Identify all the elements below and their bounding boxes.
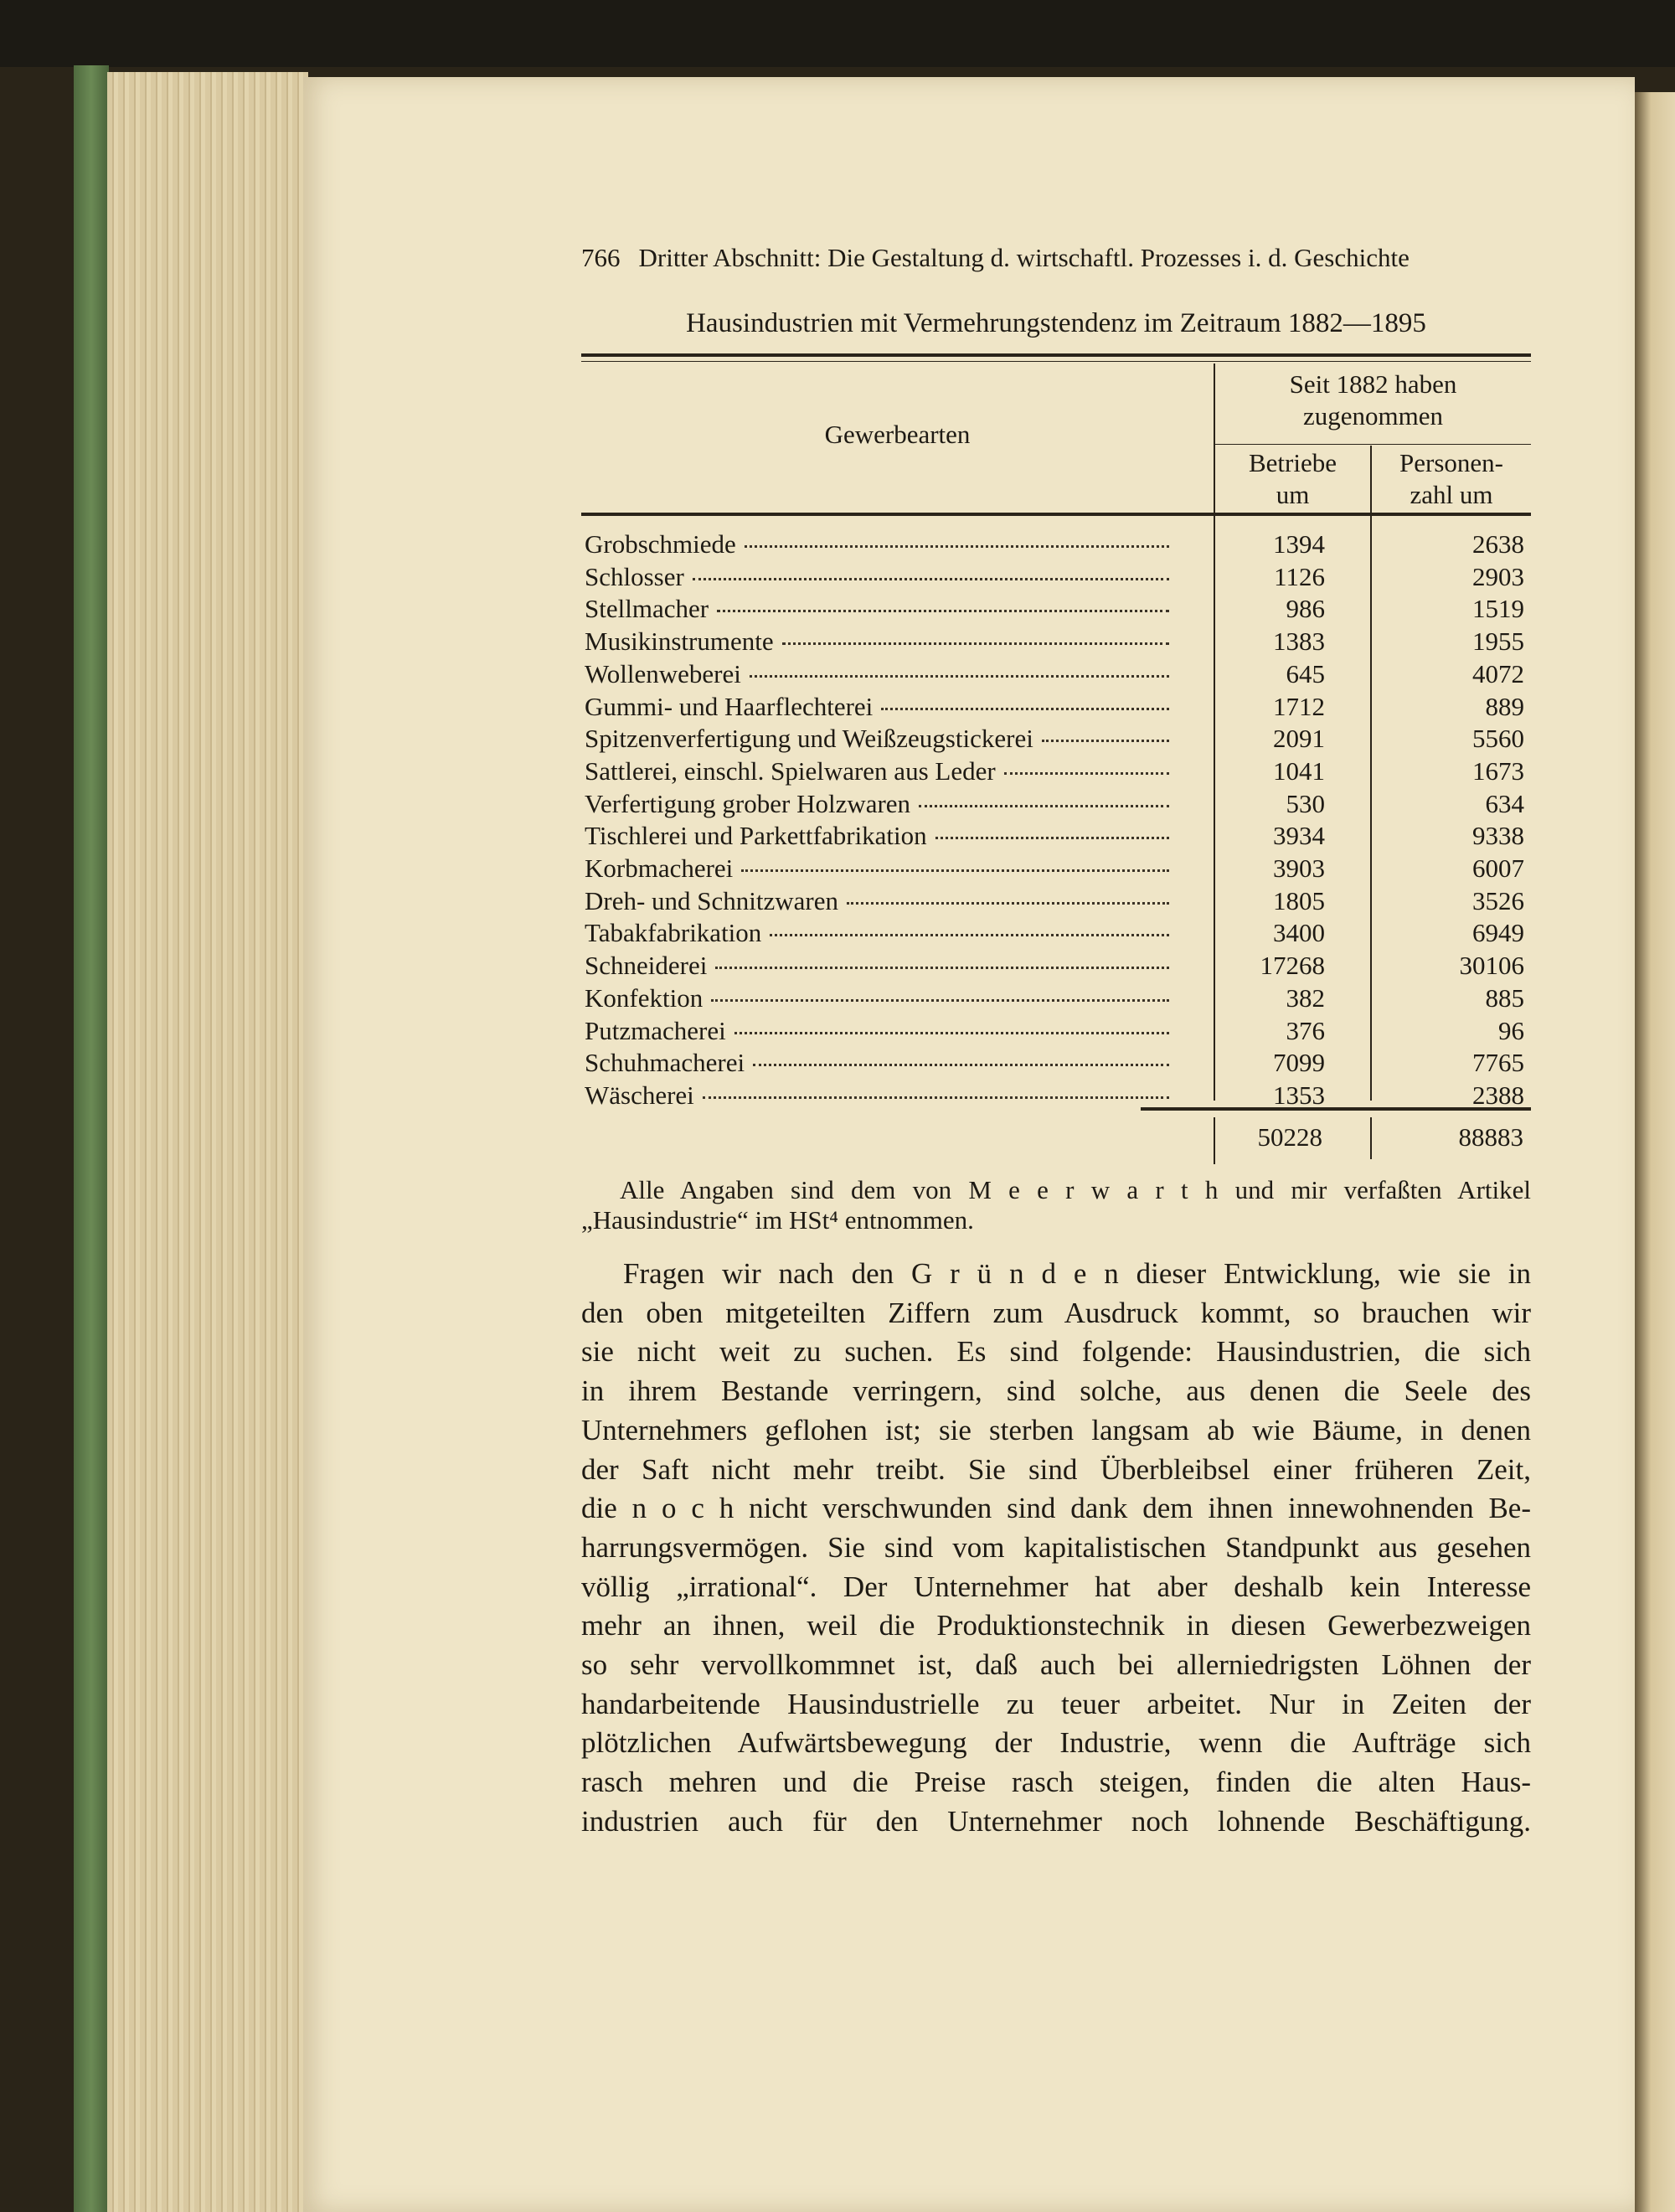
- row-name: Konfektion: [585, 982, 704, 1013]
- row-personen: 634: [1485, 788, 1524, 818]
- row-betriebe: 376: [1286, 1015, 1325, 1045]
- facing-page-edge: [1635, 92, 1675, 2212]
- row-personen: 1519: [1472, 594, 1524, 624]
- row-personen: 1673: [1472, 755, 1524, 786]
- row-name: Schneiderei: [585, 951, 708, 981]
- total-rule: [1141, 1107, 1531, 1111]
- footnote: [581, 1175, 1531, 1235]
- row-personen: 2638: [1472, 529, 1524, 559]
- table-row: [585, 853, 1528, 886]
- row-name: Stellmacher: [585, 594, 709, 624]
- body-line: rasch mehren und die Preise rasch steigen, finden die alten Haus-: [581, 1766, 1531, 1799]
- row-personen: 889: [1485, 691, 1524, 721]
- footnote-line: „Hausindustrie“ im HSt⁴ entnommen.: [581, 1205, 974, 1235]
- book-spine: [74, 65, 109, 2212]
- running-head-text: Dritter Abschnitt: Die Gestaltung d. wirtschaftl. Prozesses i. d. Geschichte: [638, 243, 1410, 272]
- row-name: Wollenweberei: [585, 658, 741, 688]
- dot-leader: [1042, 740, 1169, 742]
- row-betriebe: 1712: [1273, 691, 1325, 721]
- body-line: mehr an ihnen, weil die Produktionstechnik in diesen Gewerbezweigen: [581, 1609, 1531, 1642]
- body-line: Fragen wir nach den G r ü n d e n dieser Entwicklung, wie sie in: [623, 1257, 1531, 1290]
- dot-leader: [717, 610, 1169, 612]
- row-name: Verfertigung grober Holzwaren: [585, 788, 911, 818]
- dot-leader: [1004, 772, 1169, 775]
- dot-leader: [782, 642, 1169, 645]
- body-line: völlig „irrational“. Der Unternehmer hat aber deshalb kein Interesse: [581, 1570, 1531, 1603]
- header-subrule: [1215, 444, 1531, 445]
- row-personen: 9338: [1472, 821, 1524, 851]
- row-betriebe: 530: [1286, 788, 1325, 818]
- row-personen: 1955: [1472, 626, 1524, 657]
- row-personen: 6949: [1472, 918, 1524, 948]
- row-betriebe: 1353: [1273, 1080, 1325, 1110]
- body-line: industrien auch für den Unternehmer noch lohnende Beschäftigung.: [581, 1804, 1531, 1838]
- table-row: [585, 692, 1528, 724]
- table-row: [585, 562, 1528, 595]
- row-name: Tabakfabrikation: [585, 918, 762, 948]
- body-line: der Saft nicht mehr treibt. Sie sind Überbleibsel einer früheren Zeit,: [581, 1452, 1531, 1486]
- scan-background: [0, 0, 1675, 67]
- table-row: [585, 756, 1528, 789]
- dot-leader: [881, 708, 1169, 710]
- page-number: 766: [581, 243, 621, 272]
- total-personen: 88883: [1458, 1122, 1523, 1152]
- row-betriebe: 3934: [1273, 821, 1325, 851]
- row-betriebe: 1041: [1273, 755, 1325, 786]
- row-personen: 30106: [1459, 951, 1524, 981]
- dot-leader: [711, 999, 1169, 1002]
- dot-leader: [935, 837, 1169, 839]
- dot-leader: [753, 1064, 1169, 1066]
- table-row: [585, 789, 1528, 822]
- row-name: Schuhmacherei: [585, 1048, 745, 1078]
- row-personen: 6007: [1472, 853, 1524, 883]
- table-title: Hausindustrien mit Vermehrungstendenz im Zeitraum 1882—1895: [686, 308, 1426, 338]
- table-row: [585, 1016, 1528, 1049]
- row-personen: 4072: [1472, 658, 1524, 688]
- header-line: um: [1276, 480, 1310, 509]
- row-personen: 2903: [1472, 561, 1524, 591]
- row-personen: 96: [1498, 1015, 1524, 1045]
- dot-leader: [741, 869, 1169, 872]
- row-name: Putzmacherei: [585, 1015, 726, 1045]
- row-betriebe: 2091: [1273, 724, 1325, 754]
- row-personen: 7765: [1472, 1048, 1524, 1078]
- body-line: harrungsvermögen. Sie sind vom kapitalistischen Standpunkt aus gesehen: [581, 1530, 1531, 1564]
- row-name: Tischlerei und Parkettfabrikation: [585, 821, 927, 851]
- header-personen: [1372, 447, 1531, 511]
- body-line: den oben mitgeteilten Ziffern zum Ausdruck kommt, so brauchen wir: [581, 1296, 1531, 1329]
- body-line: die n o c h nicht verschwunden sind dank dem ihnen innewohnenden Be-: [581, 1492, 1531, 1525]
- header-group-line: zugenommen: [1302, 401, 1443, 431]
- row-betriebe: 1383: [1273, 626, 1325, 657]
- table-row: [585, 724, 1528, 756]
- header-betriebe: [1215, 447, 1370, 511]
- row-name: Musikinstrumente: [585, 626, 774, 657]
- body-line: plötzlichen Aufwärtsbewegung der Industrie, wenn die Aufträge sich: [581, 1726, 1531, 1760]
- table-row: [585, 1048, 1528, 1080]
- row-betriebe: 1126: [1274, 561, 1325, 591]
- body-line: Unternehmers geflohen ist; sie sterben langsam ab wie Bäume, in denen: [581, 1413, 1531, 1446]
- body-line: sie nicht weit zu suchen. Es sind folgende: Hausindustrien, die sich: [581, 1335, 1531, 1369]
- row-name: Gummi- und Haarflechterei: [585, 691, 874, 721]
- footnote-line: Alle Angaben sind dem von M e e r w a r t h und mir verfaßten Artikel: [620, 1175, 1531, 1204]
- dot-leader: [703, 1096, 1169, 1099]
- row-betriebe: 7099: [1273, 1048, 1325, 1078]
- row-name: Grobschmiede: [585, 529, 736, 559]
- row-name: Korbmacherei: [585, 853, 734, 883]
- dot-leader: [693, 578, 1169, 580]
- table-row: [585, 983, 1528, 1016]
- table-row: [585, 918, 1528, 951]
- row-personen: 3526: [1472, 885, 1524, 915]
- body-line: handarbeitende Hausindustrielle zu teuer arbeitet. Nur in Zeiten der: [581, 1687, 1531, 1720]
- header-line: zahl um: [1410, 480, 1493, 509]
- table-row: [585, 594, 1528, 626]
- dot-leader: [715, 967, 1169, 969]
- table-row: [585, 659, 1528, 692]
- header-gewerbearten: Gewerbearten: [824, 420, 971, 449]
- dot-leader: [734, 1032, 1169, 1034]
- row-betriebe: 986: [1286, 594, 1325, 624]
- table-top-rule: [581, 353, 1531, 362]
- row-name: Wäscherei: [585, 1080, 694, 1110]
- row-name: Dreh- und Schnitzwaren: [585, 885, 839, 915]
- dot-leader: [770, 934, 1169, 936]
- header-group: [1215, 369, 1531, 432]
- dot-leader: [750, 675, 1169, 678]
- row-personen: 5560: [1472, 724, 1524, 754]
- table-row: [585, 626, 1528, 659]
- total-row: [585, 1122, 1528, 1155]
- header-line: Personen-: [1399, 448, 1503, 477]
- row-name: Spitzenverfertigung und Weißzeugstickerei: [585, 724, 1033, 754]
- row-betriebe: 1394: [1273, 529, 1325, 559]
- body-line: in ihrem Bestande verringern, sind solche, aus denen die Seele des: [581, 1374, 1531, 1408]
- body-paragraph: [581, 1255, 1531, 1842]
- table-row: [585, 821, 1528, 853]
- table-row: [585, 951, 1528, 983]
- row-betriebe: 645: [1286, 658, 1325, 688]
- total-betriebe: 50228: [1257, 1122, 1322, 1152]
- body-line: so sehr vervollkommnet ist, daß auch bei allerniedrigsten Löhnen der: [581, 1648, 1531, 1682]
- header-bottom-rule: [581, 513, 1531, 518]
- running-head: [581, 243, 1531, 273]
- row-name: Schlosser: [585, 561, 684, 591]
- row-name: Sattlerei, einschl. Spielwaren aus Leder: [585, 755, 996, 786]
- row-personen: 885: [1485, 982, 1524, 1013]
- dot-leader: [919, 805, 1169, 807]
- table-row: [585, 529, 1528, 562]
- row-betriebe: 1805: [1273, 885, 1325, 915]
- table-row: [585, 886, 1528, 919]
- dot-leader: [847, 902, 1169, 905]
- header-line: Betriebe: [1248, 448, 1337, 477]
- row-betriebe: 3400: [1273, 918, 1325, 948]
- dot-leader: [745, 545, 1169, 548]
- row-betriebe: 17268: [1260, 951, 1325, 981]
- header-group-line: Seit 1882 haben: [1289, 369, 1457, 399]
- row-betriebe: 382: [1286, 982, 1325, 1013]
- row-betriebe: 3903: [1273, 853, 1325, 883]
- page-edges: [107, 72, 308, 2212]
- row-personen: 2388: [1472, 1080, 1524, 1110]
